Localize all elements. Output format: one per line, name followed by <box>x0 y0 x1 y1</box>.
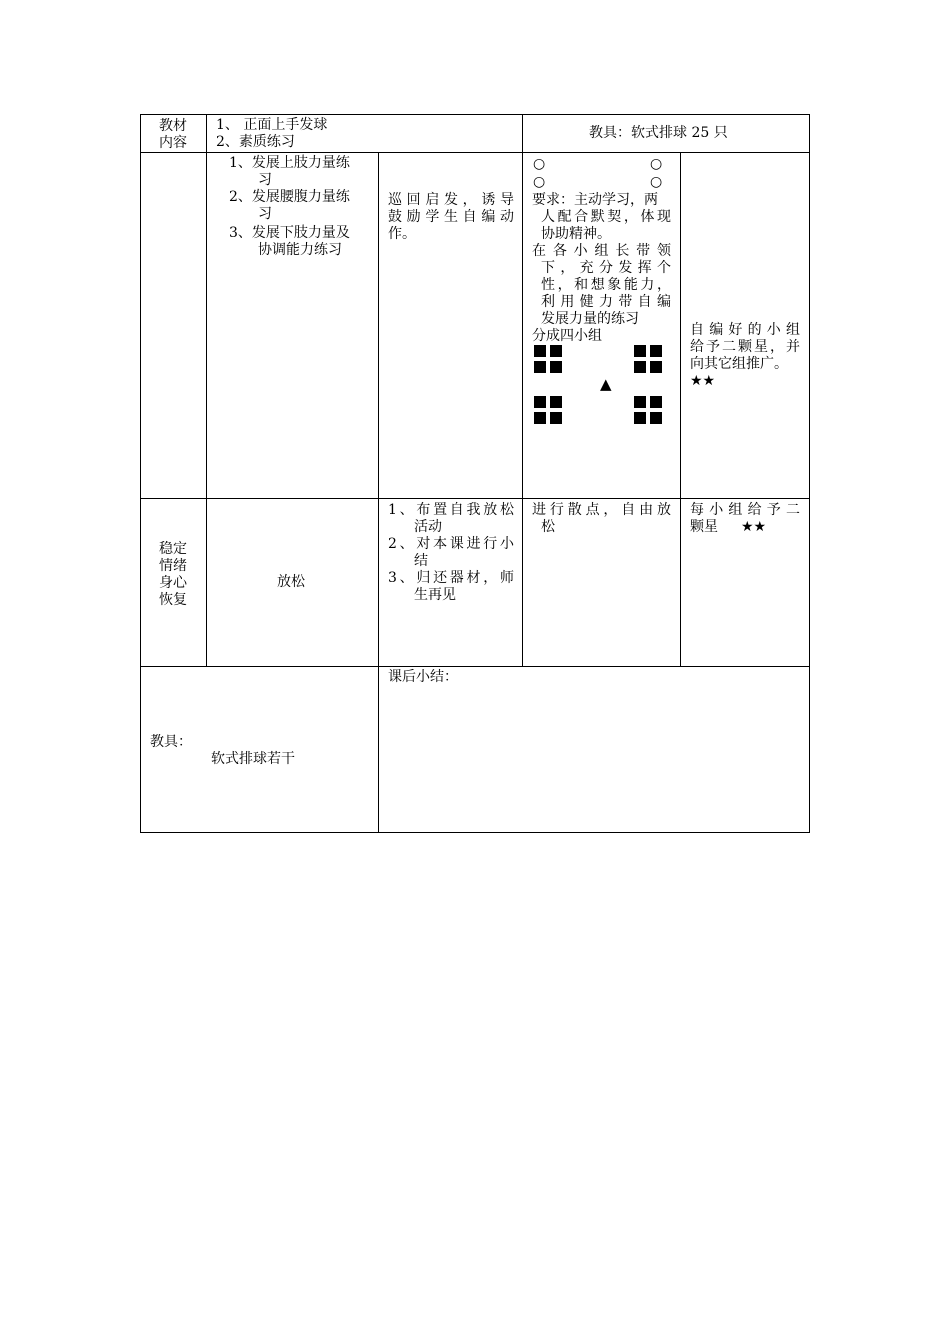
column-divider-2 <box>378 152 379 833</box>
row3-teacher-line1: 1、布置自我放松 <box>388 502 514 518</box>
row3-eval-line1: 每小组给予二 <box>690 502 800 518</box>
row3-label-line4: 恢复 <box>159 592 187 608</box>
table-bottom-border <box>140 832 810 833</box>
row2-eval-line3: 向其它组推广。 <box>690 356 788 372</box>
row3-teacher-line5: 3、归还器材，师 <box>388 570 514 586</box>
row2-teacher-line3: 作。 <box>388 226 416 242</box>
row2-eval-line1: 自编好的小组 <box>690 322 800 338</box>
column-divider-4 <box>680 152 681 667</box>
row3-label-line1: 稳定 <box>159 541 187 557</box>
circle-marker-bottom-left: ○ <box>533 174 546 190</box>
row2-content-line5: 3、发展下肢力量及 <box>229 225 350 241</box>
row1-equipment: 教具：软式排球 25 只 <box>589 125 728 141</box>
row3-eval-stars: ★★ <box>741 519 767 535</box>
row3-teacher-line3: 2、对本课进行小 <box>388 536 514 552</box>
row3-bottom-border <box>140 666 810 667</box>
row2-student-line7: 利用健力带自编 <box>541 294 671 310</box>
table-right-border <box>809 114 810 833</box>
row2-student-line8: 发展力量的练习 <box>541 311 639 327</box>
row3-label-line3: 身心 <box>159 575 187 591</box>
row4-equipment-label: 教具： <box>150 734 192 750</box>
row2-content-line1: 1、发展上肢力量练 <box>229 155 350 171</box>
row1-label-line1: 教材 <box>159 118 187 134</box>
row2-eval-stars: ★★ <box>690 373 716 389</box>
row1-item-1: 1、 正面上手发球 <box>216 117 328 133</box>
row4-summary-label: 课后小结： <box>388 669 458 685</box>
column-divider-3 <box>522 114 523 667</box>
row2-student-line6: 性，和想象能力， <box>541 277 671 293</box>
row1-item-2: 2、素质练习 <box>216 134 295 150</box>
row2-student-line9: 分成四小组 <box>532 328 602 344</box>
row2-student-line3: 协助精神。 <box>541 226 611 242</box>
row2-content-line6: 协调能力练习 <box>258 242 342 258</box>
circle-marker-top-right: ○ <box>650 156 663 172</box>
row2-content-line4: 习 <box>258 206 272 222</box>
table-left-border <box>140 114 141 833</box>
row2-teacher-line2: 鼓励学生自编动 <box>388 209 514 225</box>
table-top-border <box>140 114 810 115</box>
row3-teacher-line4: 结 <box>414 553 428 569</box>
row3-eval-line2: 颗星 <box>690 519 718 535</box>
column-divider-1 <box>206 114 207 667</box>
row2-student-line5: 下，充分发挥个 <box>541 260 671 276</box>
row4-equipment-value: 软式排球若干 <box>211 751 295 767</box>
row3-teacher-line2: 活动 <box>414 519 442 535</box>
row2-eval-line2: 给予二颗星，并 <box>690 339 800 355</box>
row1-bottom-border <box>140 152 810 153</box>
row2-teacher-line1: 巡回启发，诱导 <box>388 192 514 208</box>
circle-marker-bottom-right: ○ <box>650 174 663 190</box>
row3-student-line2: 松 <box>541 519 555 535</box>
circle-marker-top-left: ○ <box>533 156 546 172</box>
row3-label-line2: 情绪 <box>159 558 187 574</box>
row3-content: 放松 <box>277 574 305 590</box>
row3-student-line1: 进行散点，自由放 <box>532 502 671 518</box>
teacher-triangle-marker: ▲ <box>600 375 612 393</box>
row2-student-line1: 要求：主动学习，两 <box>532 192 658 208</box>
row2-student-line2: 人配合默契，体现 <box>541 209 671 225</box>
row3-teacher-line6: 生再见 <box>414 587 456 603</box>
row1-label-line2: 内容 <box>159 135 187 151</box>
row2-content-line3: 2、发展腰腹力量练 <box>229 189 350 205</box>
row2-content-line2: 习 <box>258 172 272 188</box>
row2-bottom-border <box>140 498 810 499</box>
row2-student-line4: 在各小组长带领 <box>532 243 671 259</box>
